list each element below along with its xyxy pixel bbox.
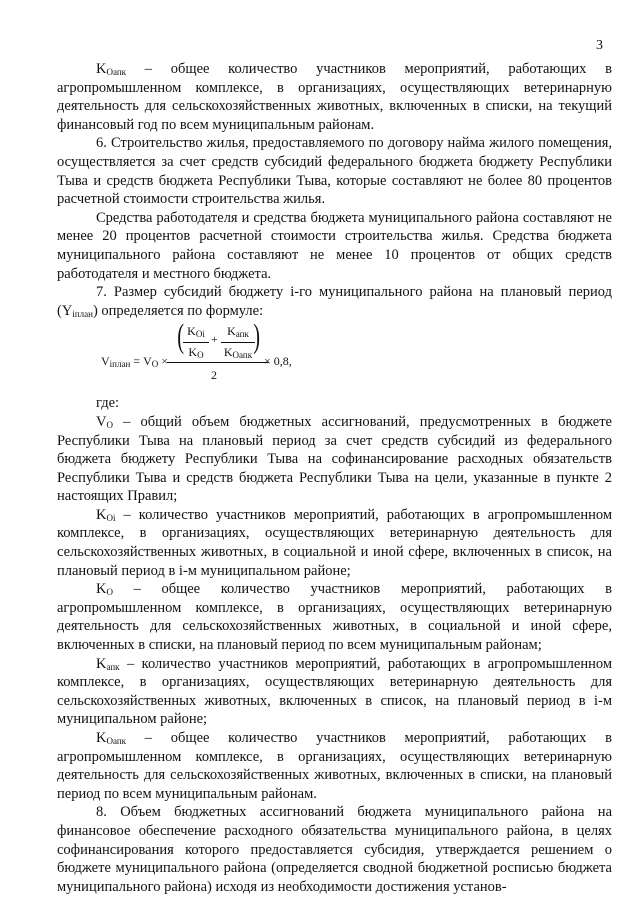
formula-lhs: $V_{iплан} = V_O$ × [101, 354, 169, 370]
paragraph-employer-funds: Средства работодателя и средства бюджета муниципального района составляют не менее 20 процентов расчетной стоимости строительства жилья. Средства бюджета муниципального района составляют не менее 10 процентов от общих средств работодателя и местного бюджета. [57, 209, 612, 282]
paragraph-6: 6. Строительство жилья, предоставляемого по договору найма жилого помещения, осуществляется за счет средств субсидий федерального бюджета бюджету Республики Тыва и средств бюджета Республики Тыва, которые составляют не более 80 процентов расчетной стоимости строительства жилья. [57, 135, 612, 208]
formula-plus: + [211, 332, 218, 347]
where-label: где: [96, 395, 120, 412]
paragraph-k-oapk-current: $K_{Оапк}$ – общее количество участников мероприятий, работающих в агропромышленном комплексе, в организациях, осуществляющих ветеринарную деятельность для сельскохозяйственных животных, включенных в списки, на текущий финансовый год по всем муниципальным районам. [57, 61, 612, 133]
formula-multiplier: × 0,8, [264, 354, 292, 369]
left-paren: ( [177, 318, 185, 356]
definition-koi: $K_{Oi}$ – количество участников мероприятий, работающих в агропромышленном комплексе, в организациях, осуществляющих ветеринарную деятельность для сельскохозяйственных животных, в социальной и иной сфере, включенных в список, на плановый период в i-м муниципальном районе; [57, 506, 612, 579]
paragraph-8: 8. Объем бюджетных ассигнований бюджета муниципального района на финансовое обеспечение расходного обязательства муниципального района, в целях софинансирования которого предоставляется субсидия, утверждается решением о бюджете муниципального района (определяется сводной бюджетной росписью бюджета муниципального района) исходя из необходимости достижения установ- [57, 804, 612, 895]
definition-kapk: $K_{апк}$ – количество участников мероприятий, работающих в агропромышленном комплексе, в организациях, осуществляющих ветеринарную деятельность для сельскохозяйственных животных, включенных в список, на плановый период в i-м муниципальном районе; [57, 655, 612, 728]
definition-koapk: $K_{Оапк}$ – общее количество участников мероприятий, работающих в агропромышленном комплексе, в организациях, осуществляющих ветеринарную деятельность для сельскохозяйственных животных, включенных в списки, на плановый период по всем муниципальным районам. [57, 730, 612, 802]
formula-ratio-1: $K_{Oi}$ $K_O$ [183, 322, 209, 361]
document-body [57, 60, 612, 896]
page-number: 3 [596, 38, 603, 53]
formula-ratio-2: $K_{апк}$ $K_{Оапк}$ [221, 322, 255, 361]
right-paren: ) [253, 318, 261, 356]
subsidy-formula [57, 318, 612, 388]
definition-vo: $V_O$ – общий объем бюджетных ассигнований, предусмотренных в бюджете Республики Тыва на плановый период за счет средств субсидий из федерального бюджета бюджету Республики Тыва на софинансирование расходных обязательств Республики Тыва и средств бюджета Республики Тыва на цели, указанные в пункте 2 настоящих Правил; [57, 413, 612, 505]
definition-ko: $K_O$ – общее количество участников мероприятий, работающих в агропромышленном комплексе, в организациях, осуществляющих ветеринарную деятельность для сельскохозяйственных животных, в социальной и иной сфере, включенных в списки, на плановый период по всем муниципальным районам; [57, 581, 612, 654]
fraction-bar [167, 362, 269, 363]
formula-denominator: 2 [211, 368, 217, 383]
paragraph-7: 7. Размер субсидий бюджету i-го муниципального района на плановый период $(Y_{iплан})$ определяется по формуле: [57, 284, 612, 319]
